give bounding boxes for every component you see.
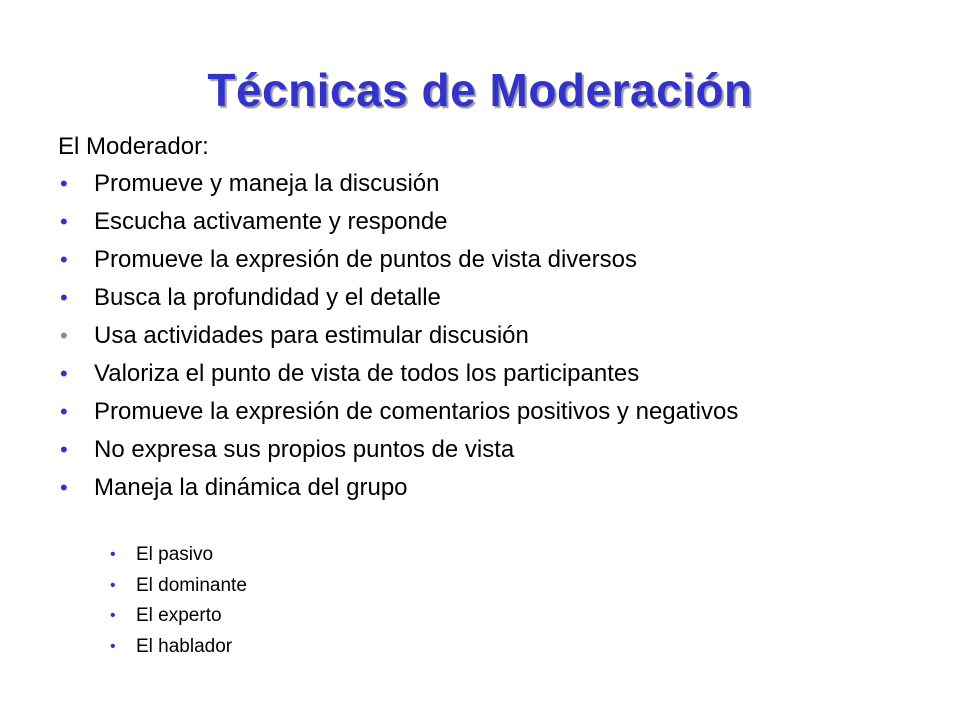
bullet-icon: • xyxy=(60,437,68,462)
sub-bullet-text: El pasivo xyxy=(136,544,214,565)
sub-bullet-list xyxy=(110,544,247,666)
bullet-item xyxy=(58,246,918,273)
sub-bullet-item xyxy=(110,636,247,658)
bullet-icon: • xyxy=(60,323,68,348)
sub-bullet-text: El dominante xyxy=(136,574,247,596)
bullet-item xyxy=(58,208,918,235)
bullet-icon: • xyxy=(60,209,68,234)
bullet-icon: • xyxy=(60,475,68,500)
bullet-icon: • xyxy=(60,361,68,386)
bullet-text: Promueve la expresión de comentarios positivos y negativos xyxy=(94,398,739,425)
bullet-item xyxy=(58,322,918,349)
sub-bullet-item xyxy=(110,575,247,597)
bullet-item xyxy=(58,474,918,501)
bullet-item xyxy=(58,360,918,387)
bullet-icon: • xyxy=(60,399,68,424)
bullet-icon: • xyxy=(60,285,68,310)
bullet-text: Escucha activamente y responde xyxy=(94,208,448,235)
bullet-text: Promueve la expresión de puntos de vista diversos xyxy=(94,246,637,273)
intro-text: El Moderador: xyxy=(58,133,209,160)
bullet-icon: • xyxy=(110,546,116,563)
bullet-item xyxy=(58,170,918,197)
bullet-text: Usa actividades para estimular discusión xyxy=(94,322,529,349)
slide-title: Técnicas de Moderación xyxy=(207,64,753,116)
bullet-text: Busca la profundidad y el detalle xyxy=(94,284,441,311)
bullet-item xyxy=(58,398,834,425)
bullet-icon: • xyxy=(110,637,116,655)
bullet-text: Maneja la dinámica del grupo xyxy=(94,474,408,501)
sub-bullet-item xyxy=(110,544,247,566)
sub-bullet-text: El hablador xyxy=(136,635,233,657)
bullet-text: Promueve y maneja la discusión xyxy=(94,170,440,197)
bullet-icon: • xyxy=(110,607,116,624)
sub-bullet-item xyxy=(110,605,247,627)
bullet-icon: • xyxy=(110,576,116,594)
bullet-icon: • xyxy=(60,171,68,196)
bullet-icon: • xyxy=(60,247,68,272)
bullet-list xyxy=(58,170,918,512)
sub-bullet-text: El experto xyxy=(136,605,222,626)
bullet-text: Valoriza el punto de vista de todos los participantes xyxy=(94,360,640,387)
bullet-item xyxy=(58,436,918,463)
bullet-item xyxy=(58,284,918,311)
bullet-text: No expresa sus propios puntos de vista xyxy=(94,436,515,463)
